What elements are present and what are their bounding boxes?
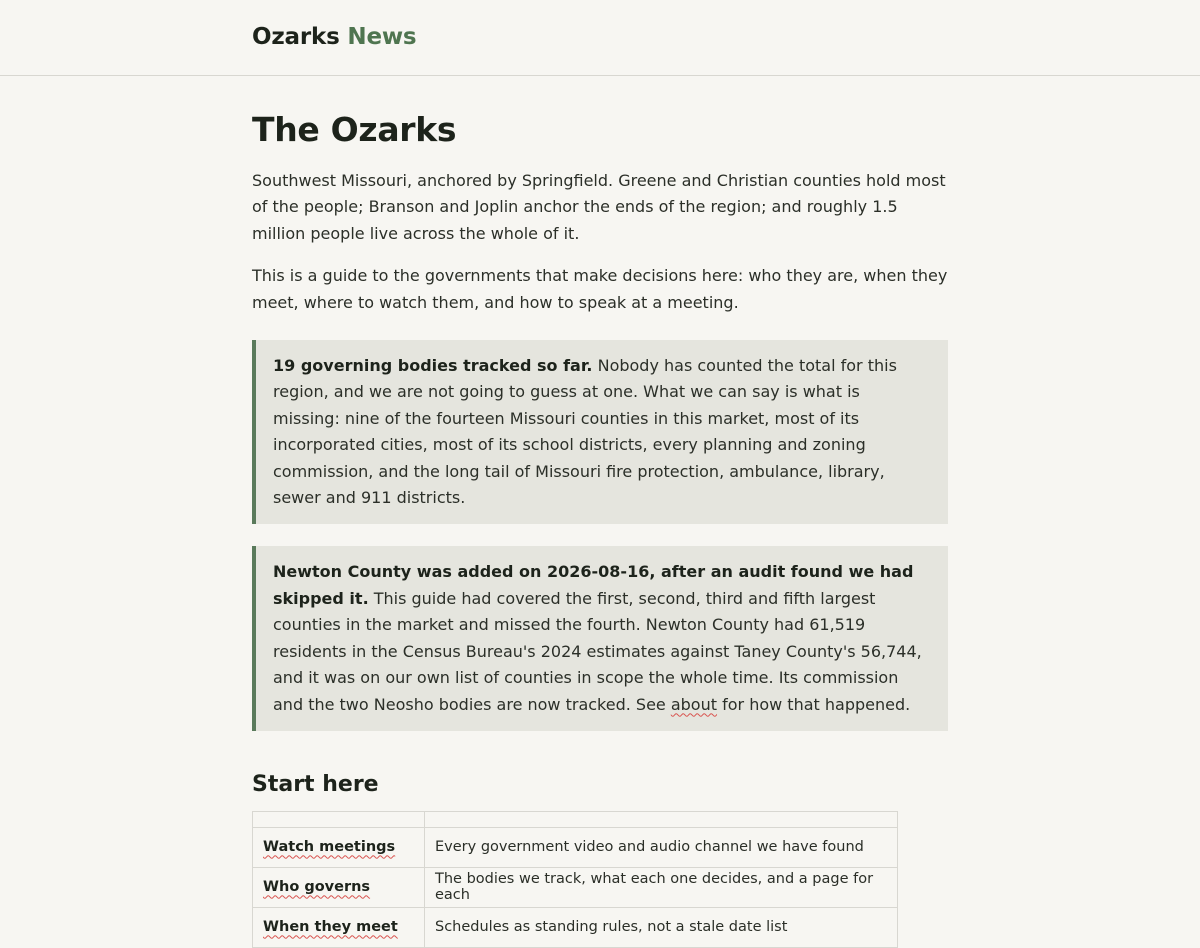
table-cell-label (253, 867, 425, 907)
table-header-cell-label (253, 811, 425, 827)
table-row (253, 907, 898, 947)
table-header-cell-description (425, 811, 898, 827)
start-here-heading: Start here (252, 771, 379, 797)
start-here-table (252, 811, 898, 948)
site-header (0, 0, 1200, 76)
table-cell-label (253, 907, 425, 947)
newton-county-note (252, 546, 948, 730)
intro-paragraph: Southwest Missouri, anchored by Springfield. Greene and Christian counties hold most of the people; Branson and Joplin anchor the ends of the region; and roughly 1.5 million people live across the whole of it. (252, 171, 946, 243)
header-inner (252, 0, 948, 50)
tracked-bodies-body: Nobody has counted the total for this region, and we are not going to guess at one. What we can say is what is missing: nine of the fourteen Missouri counties in this market, most of its incorporated cities, most of its school districts, every planning and zoning commission, and the long tail of Missouri fire protection, ambulance, library, sewer and 911 districts. (273, 356, 897, 508)
watch-meetings-link[interactable]: Watch meetings (263, 839, 396, 856)
table-cell-description: Every government video and audio channel we have found (425, 827, 898, 867)
newton-county-lead: Newton County was added on 2026-08-16, after an audit found we had skipped it. (273, 562, 914, 608)
table-row (253, 867, 898, 907)
about-link[interactable]: about (670, 694, 718, 714)
table-cell-label (253, 827, 425, 867)
table-row (253, 827, 898, 867)
tracked-bodies-note (252, 340, 948, 524)
table-cell-description: The bodies we track, what each one decides, and a page for each (425, 867, 898, 907)
newton-county-body: This guide had covered the first, second, third and fifth largest counties in the market and missed the fourth. Newton County had 61,519 residents in the Census Bureau's 2024 estimates against Taney County's 56,744, and it was on our own list of counties in scope the whole time. Its commission and the two Neosho bodies are now tracked. See (273, 588, 922, 714)
brand-accent: News (347, 24, 417, 50)
main-content (252, 110, 948, 948)
brand-main: Ozarks (252, 24, 340, 50)
page-title: The Ozarks (252, 110, 457, 149)
site-logo-link[interactable] (252, 0, 416, 50)
newton-county-tail: for how that happened. (717, 694, 911, 714)
when-they-meet-link[interactable]: When they meet (263, 919, 398, 936)
who-governs-link[interactable]: Who governs (263, 879, 371, 896)
table-cell-description: Schedules as standing rules, not a stale date list (425, 907, 898, 947)
tracked-bodies-lead: 19 governing bodies tracked so far. (273, 356, 593, 376)
table-header-row (253, 811, 898, 827)
guide-description: This is a guide to the governments that make decisions here: who they are, when they meet, where to watch them, and how to speak at a meeting. (252, 266, 948, 312)
